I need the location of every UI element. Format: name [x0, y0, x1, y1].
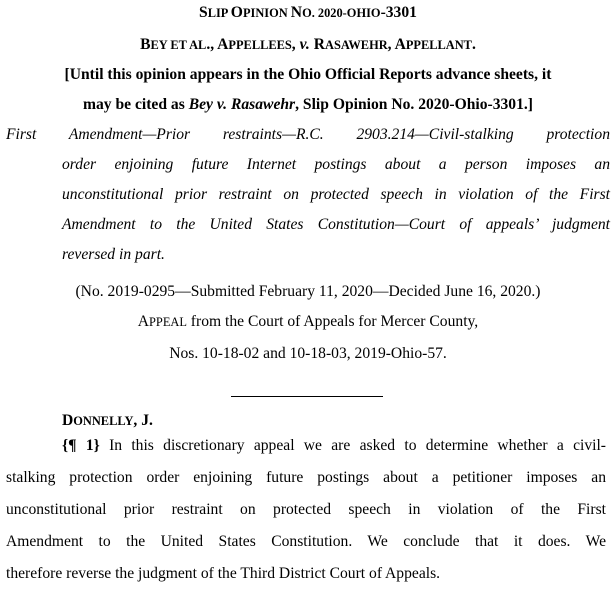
syllabus-line: unconstitutional prior restraint on protected speech in violation of the First: [62, 186, 610, 203]
opinion-paragraph-line: {¶ 1} In this discretionary appeal we are asked to determine whether a civil-: [62, 437, 606, 454]
slip-opinion-number: SLIP OPINION NO. 2020-OHIO-3301: [199, 4, 417, 21]
section-divider: [231, 396, 383, 397]
case-docket-info: (No. 2019-0295—Submitted February 11, 2020—Decided June 16, 2020.): [75, 283, 541, 300]
syllabus-line: reversed in part.: [62, 246, 165, 263]
citation-notice-line-2: may be cited as Bey v. Rasawehr, Slip Opinion No. 2020-Ohio-3301.]: [83, 96, 533, 113]
case-parties: BEY ET AL., APPELLEES, v. RASAWEHR, APPELLANT.: [140, 36, 476, 53]
opinion-paragraph-line: unconstitutional prior restraint on protected speech in violation of the First: [6, 501, 606, 518]
opinion-paragraph-line: Amendment to the United States Constitution. We conclude that it does. We: [6, 533, 606, 550]
case-name: Bey v. Rasawehr: [188, 96, 296, 113]
opinion-author: DONNELLY, J.: [62, 412, 153, 429]
citation-notice-line-1: [Until this opinion appears in the Ohio Official Reports advance sheets, it: [64, 66, 552, 83]
opinion-paragraph-line: therefore reverse the judgment of the Third District Court of Appeals.: [6, 565, 441, 582]
syllabus-line: First Amendment—Prior restraints—R.C. 2903.214—Civil-stalking protection: [6, 126, 610, 143]
opinion-paragraph-line: stalking protection order enjoining future postings about a petitioner imposes an: [6, 469, 606, 486]
lower-court-case-numbers: Nos. 10-18-02 and 10-18-03, 2019-Ohio-57.: [169, 345, 447, 362]
syllabus-line: Amendment to the United States Constitution—Court of appeals’ judgment: [62, 216, 610, 233]
paragraph-marker: {¶ 1}: [62, 437, 100, 454]
syllabus-line: order enjoining future Internet postings about a person imposes an: [62, 156, 610, 173]
appeal-origin: APPEAL from the Court of Appeals for Mercer County,: [137, 313, 479, 330]
